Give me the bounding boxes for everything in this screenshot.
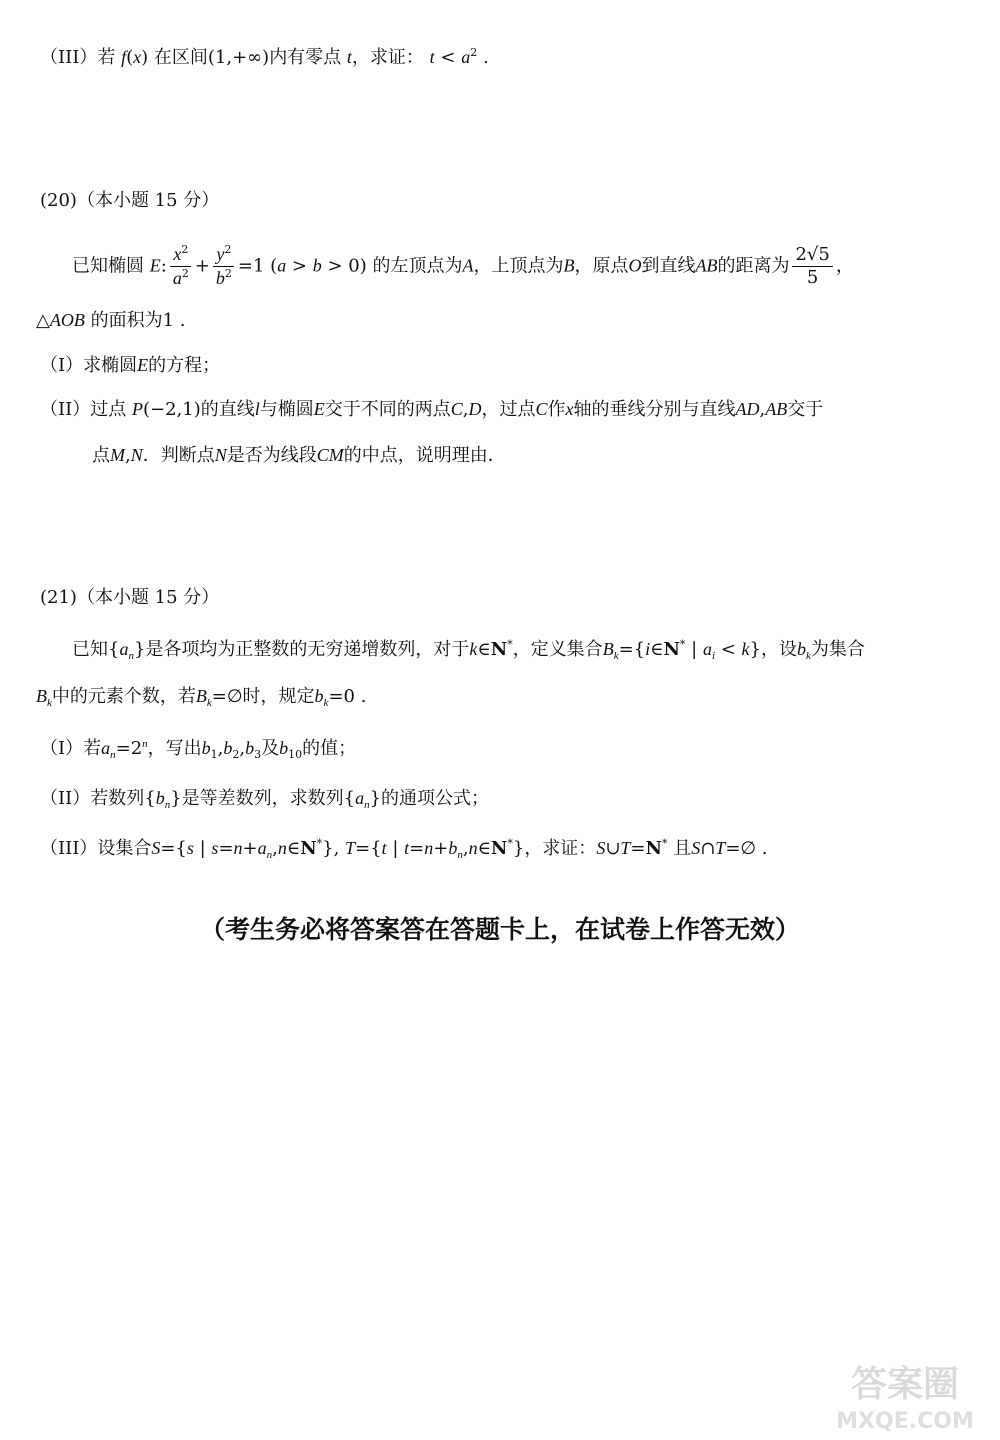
q21-part3: （III）设集合S={s | $s=n+a_n,n\in N^*$}, T={t | $t=n+b_n,n\in N^*$}，求证：S∪T=N* 且S∩T=∅ . [40, 837, 768, 861]
q21-header: (21)（本小题 15 分） [40, 587, 220, 608]
q20-intro: 已知椭圆 E: $\frac{x^2}{a^2}$ + $\frac{y^2}{b^2}$ =1 (a > b > 0) 的左顶点为A，上顶点为B，原点O到直线AB的距离为 $\frac{2√5}{5}$ ， [72, 243, 854, 288]
watermark-logo [825, 1358, 985, 1434]
svg-text:答案圈: 答案圈 [850, 1364, 960, 1405]
q20-part2-line2: 点M,N．判断点N是否为线段CM的中点，说明理由． [92, 445, 506, 466]
q20-intro-line2: △AOB 的面积为1 . [36, 310, 186, 331]
q21-part2: （II）若数列$\{b_n\}$是等差数列，求数列$\{a_n\}$的通项公式； [40, 788, 490, 811]
q20-part2: （II）过点 P(−2,1)的直线l与椭圆E交于不同的两点C,D，过点C作x轴的垂线分别与直线AD,AB交于 [40, 399, 824, 420]
q21-intro-line2: $B_k$中的元素个数，若$B_k=\emptyset$时，规定$b_k=0$ . [36, 686, 367, 709]
svg-text:MXQE.COM: MXQE.COM [836, 1409, 974, 1434]
q21-intro: 已知$\{a_n\}$是各项均为正整数的无穷递增数列，对于k∈N*，定义集合$B_k=\{i\in N^*$ | $a_i < k$}，设$b_k$为集合 [72, 638, 865, 662]
q19-part3: （III）若 f(x) 在区间(1,+∞)内有零点 t，求证： $t < a^2$ . [40, 46, 489, 68]
q20-header: (20)（本小题 15 分） [40, 190, 220, 211]
exam-notice: （考生务必将答案答在答题卡上，在试卷上作答无效） [199, 915, 800, 944]
q21-part1: （I）若$a_n=2^n$，写出$b_1,b_2,b_3$及$b_{10}$的值； [40, 738, 357, 761]
watermark-icon [825, 1358, 985, 1434]
q20-part1: （I）求椭圆E的方程； [40, 355, 221, 376]
